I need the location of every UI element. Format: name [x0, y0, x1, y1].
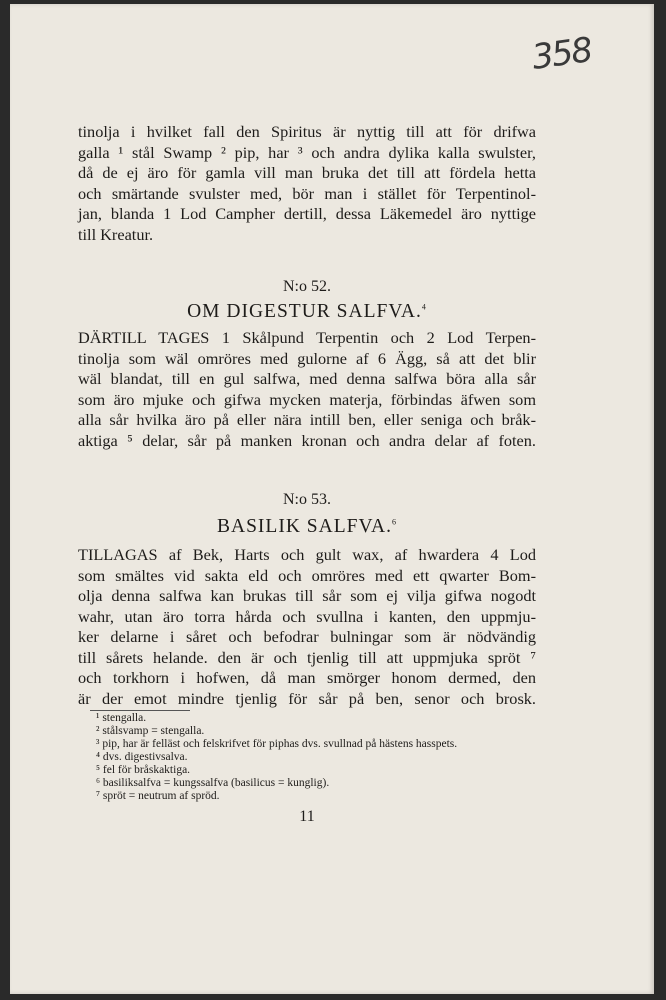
footnote: ⁶ basiliksalfva = kungssalfva (basilicus = kunglig).: [96, 777, 330, 789]
text-line: alla sår hvilka äro på eller nära intill ben, eller seniga och bråk-: [78, 410, 536, 429]
text-line: olja denna salfwa kan brukas till sår som ej vilja gifwa nogodt: [78, 586, 536, 605]
text-line: då de ej äro för gamla vill man bruka det till att fördela hetta: [78, 163, 536, 182]
page-number: 11: [299, 808, 315, 825]
footnote: ⁷ spröt = neutrum af spröd.: [96, 790, 220, 802]
text-line: wäl blandat, till en gul salfwa, med denna salfwa böra alla sår: [78, 369, 536, 388]
footnote: ¹ stengalla.: [96, 712, 147, 724]
footnote: ⁴ dvs. digestivsalva.: [96, 751, 188, 763]
footnote-ref: 4: [421, 302, 427, 312]
handwritten-folio-number: 358: [529, 30, 594, 78]
section-number-53: N:o 53.: [283, 491, 331, 508]
footnote: ⁵ fel för bråskaktiga.: [96, 764, 191, 776]
footnote: ² stålsvamp = stengalla.: [96, 725, 205, 737]
text-line: galla ¹ stål Swamp ² pip, har ³ och andra dylika kalla swulster,: [78, 142, 536, 162]
text-line: ker delarne i såret och befodrar bulningar som är nödvändig: [78, 627, 536, 646]
text-line: DÄRTILL TAGES 1 Skålpund Terpentin och 2 Lod Terpen-: [78, 328, 536, 347]
text-line: tinolja i hvilket fall den Spiritus är nyttig till att för drifwa: [78, 122, 536, 141]
footnotes: [96, 712, 556, 803]
section-title-52: OM DIGESTUR SALFVA.$^4$: [187, 301, 427, 322]
text-line: aktiga ⁵ delar, sår på manken kronan och andra delar af foten.: [78, 430, 536, 450]
text-line: är der emot mindre tjenlig för sår på ben, senor och brosk.: [78, 688, 536, 708]
section-number-52: N:o 52.: [283, 278, 331, 295]
text-line: som äro mjuke och gifwa mycken materja, förbindas äfwen som: [78, 389, 536, 409]
footnote: ³ pip, har är felläst och felskrifvet för piphas dvs. svullnad på hästens hasspets.: [96, 738, 458, 750]
text-line: som smältes vid sakta eld och omröres med ett qwarter Bom-: [78, 565, 536, 585]
text-line: till sårets helande. den är och tjenlig till att uppmjuka spröt ⁷: [78, 647, 536, 667]
document-page: [10, 4, 654, 994]
text-line: wahr, utan äro torra hårda och svullna i kanten, den uppmju-: [78, 606, 536, 626]
section-53-paragraph: [78, 545, 536, 709]
footnote-ref: 6: [392, 517, 397, 527]
section-52-paragraph: [78, 328, 536, 451]
section-title-53: BASILIK SALFVA.$^6$: [217, 516, 397, 537]
text-line: tinolja som wäl omröres med gulorne af 6 Ägg, så att det blir: [78, 348, 536, 368]
text-line: till Kreatur.: [78, 224, 154, 244]
text-line: och torkhorn i hofwen, då man smörger honom dermed, den: [78, 668, 536, 687]
text-line: TILLAGAS af Bek, Harts och gult wax, af hwardera 4 Lod: [78, 545, 536, 564]
text-line: och smärtande svulster med, bör man i stället för Terpentinol-: [78, 183, 536, 203]
intro-paragraph: [78, 122, 536, 245]
footnote-divider: [90, 710, 190, 711]
text-line: jan, blanda 1 Lod Campher dertill, dessa Läkemedel äro nyttige: [78, 204, 536, 223]
